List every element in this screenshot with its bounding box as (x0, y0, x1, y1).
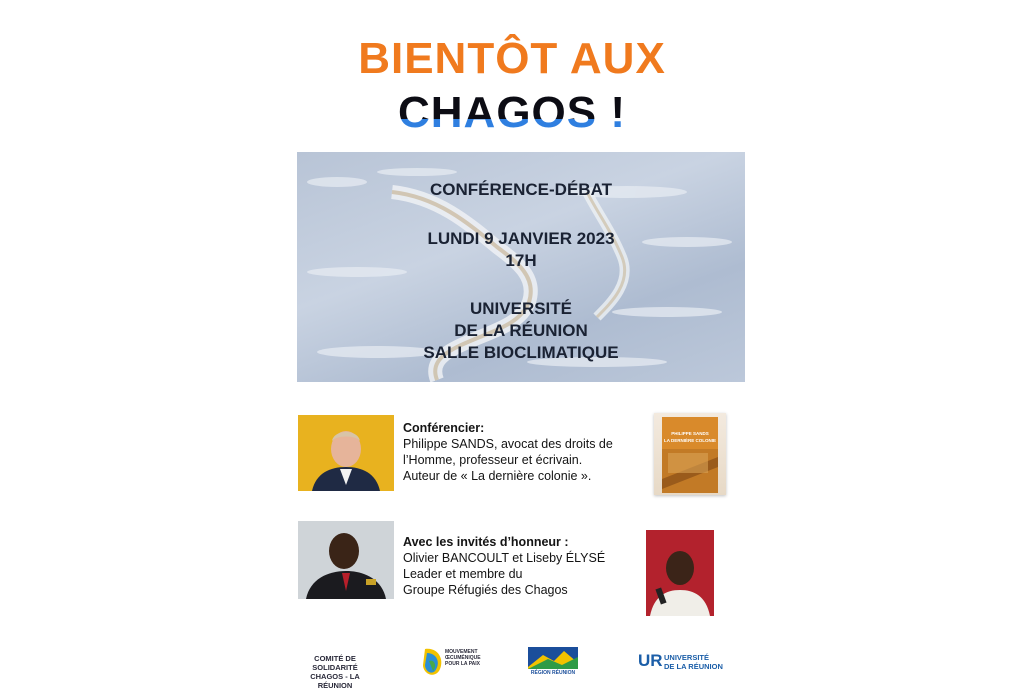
speaker-line-1: Philippe SANDS, avocat des droits de (403, 437, 613, 451)
event-type: CONFÉRENCE-DÉBAT (430, 180, 612, 199)
event-date: LUNDI 9 JANVIER 2023 (427, 229, 615, 248)
book-author: PHILIPPE SANDS (671, 431, 709, 436)
venue-line-2: DE LA RÉUNION (454, 321, 588, 340)
venue-line-3: SALLE BIOCLIMATIQUE (423, 343, 619, 362)
venue-line-1: UNIVERSITÉ (469, 299, 573, 318)
speaker-line-2: l’Homme, professeur et écrivain. (403, 453, 583, 467)
guest-photo-elyse (646, 530, 714, 616)
book-title: LA DERNIÈRE COLONIE (663, 438, 717, 443)
event-time: 17H (505, 251, 537, 270)
guests-line-1: Olivier BANCOULT et Liseby ÉLYSÉ (403, 551, 606, 565)
guest-photo-bancoult (298, 521, 394, 599)
title-line-2: CHAGOS ! (0, 88, 1024, 138)
guests-info (403, 534, 643, 598)
speaker-photo (298, 415, 394, 491)
speaker-heading: Conférencier: (403, 421, 485, 435)
title-line-1: BIENTÔT AUX (358, 34, 666, 83)
speaker-line-3: Auteur de « La dernière colonie ». (403, 469, 592, 483)
logo-comite-solidarite: COMITÉ DE SOLIDARITÉ CHAGOS - LA RÉUNION (310, 654, 360, 690)
logo-region-reunion: RÉGION RÉUNION (528, 647, 578, 677)
book-cover (654, 413, 726, 495)
logo-mouvement-paix: MOUVEMENT ŒCUMÉNIQUE POUR LA PAIX (421, 645, 501, 681)
logo-universite-reunion: UR UNIVERSITÉ DE LA RÉUNION (638, 651, 723, 671)
guests-line-2: Leader et membre du (403, 567, 523, 581)
guests-line-3: Groupe Réfugiés des Chagos (403, 583, 568, 597)
hero-banner (297, 152, 745, 382)
speaker-info (403, 420, 643, 484)
guests-heading: Avec les invités d’honneur : (403, 535, 569, 549)
